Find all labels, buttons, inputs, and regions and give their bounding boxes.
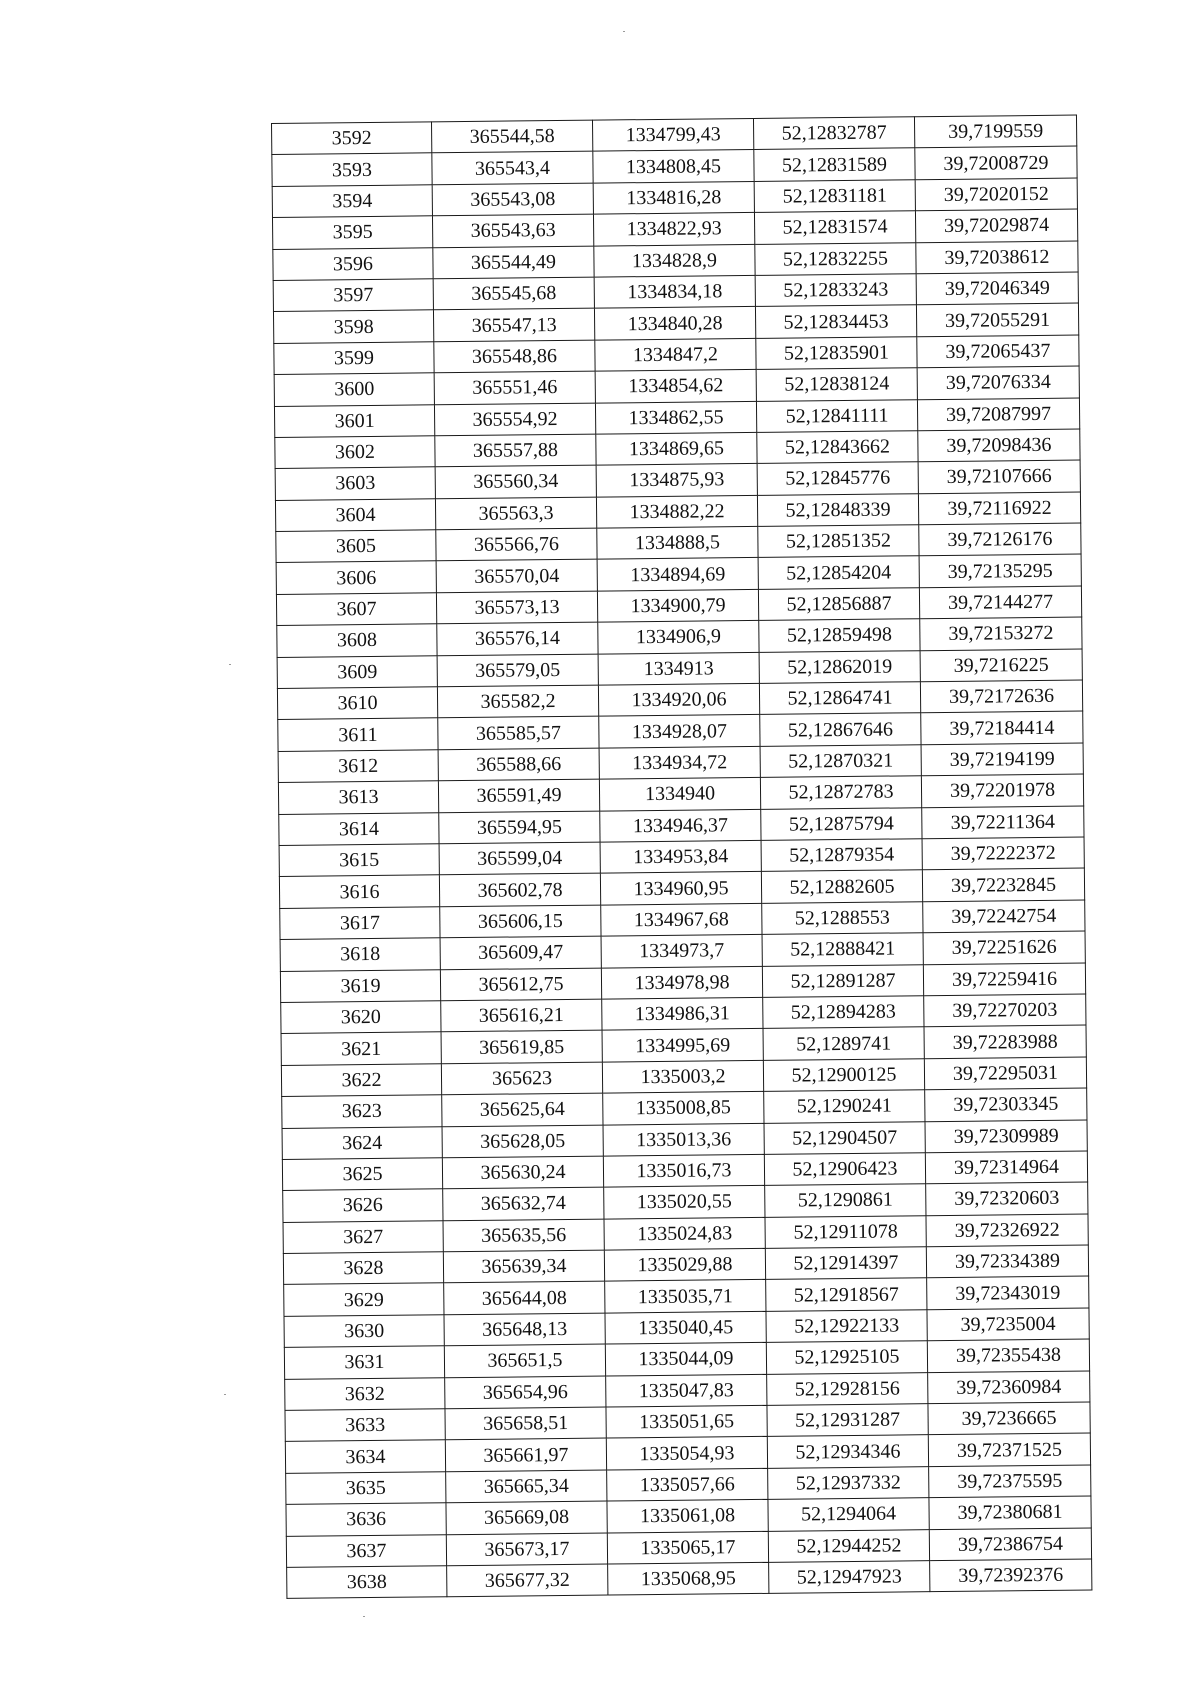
longitude-cell: 39,72334389	[926, 1245, 1088, 1278]
x-coordinate-cell: 365560,34	[435, 465, 596, 498]
x-coordinate-cell: 365554,92	[434, 403, 595, 436]
point-number-cell: 3595	[272, 216, 432, 249]
point-number-cell: 3630	[284, 1315, 444, 1348]
longitude-cell: 39,72303345	[925, 1088, 1087, 1121]
longitude-cell: 39,72326922	[926, 1214, 1088, 1247]
longitude-cell: 39,72144277	[919, 586, 1081, 619]
y-coordinate-cell: 1334913	[598, 652, 759, 685]
latitude-cell: 52,12832787	[753, 117, 914, 150]
latitude-cell: 52,12841111	[756, 399, 917, 432]
point-number-cell: 3594	[272, 185, 432, 218]
point-number-cell: 3598	[273, 310, 433, 343]
y-coordinate-cell: 1334894,69	[597, 558, 758, 591]
y-coordinate-cell: 1335047,83	[606, 1374, 767, 1407]
y-coordinate-cell: 1334934,72	[599, 746, 760, 779]
y-coordinate-cell: 1334900,79	[597, 589, 758, 622]
latitude-cell: 52,12914397	[765, 1247, 926, 1280]
longitude-cell: 39,72087997	[917, 398, 1079, 431]
x-coordinate-cell: 365661,97	[445, 1438, 606, 1471]
longitude-cell: 39,72076334	[917, 366, 1079, 399]
x-coordinate-cell: 365644,08	[444, 1282, 605, 1315]
latitude-cell: 52,1294064	[768, 1498, 929, 1531]
y-coordinate-cell: 1334854,62	[595, 370, 756, 403]
y-coordinate-cell: 1335008,85	[603, 1092, 764, 1125]
x-coordinate-cell: 365547,13	[433, 308, 594, 341]
latitude-cell: 52,12854204	[758, 556, 919, 589]
point-number-cell: 3637	[286, 1534, 446, 1567]
y-coordinate-cell: 1335068,95	[608, 1562, 769, 1595]
latitude-cell: 52,12879354	[761, 839, 922, 872]
latitude-cell: 52,12862019	[759, 650, 920, 683]
point-number-cell: 3624	[282, 1126, 442, 1159]
point-number-cell: 3608	[277, 624, 437, 657]
point-number-cell: 3592	[272, 122, 432, 155]
y-coordinate-cell: 1335024,83	[604, 1217, 765, 1250]
latitude-cell: 52,12832255	[755, 242, 916, 275]
longitude-cell: 39,72153272	[920, 617, 1082, 650]
scan-speck	[224, 1394, 226, 1395]
longitude-cell: 39,72360984	[928, 1371, 1090, 1404]
y-coordinate-cell: 1335020,55	[604, 1186, 765, 1219]
y-coordinate-cell: 1334906,9	[598, 621, 759, 654]
x-coordinate-cell: 365623	[441, 1062, 602, 1095]
latitude-cell: 52,12922133	[766, 1310, 927, 1343]
longitude-cell: 39,7236665	[928, 1402, 1090, 1435]
table-body	[272, 115, 1092, 1599]
latitude-cell: 52,12900125	[763, 1058, 924, 1091]
y-coordinate-cell: 1334995,69	[602, 1029, 763, 1062]
point-number-cell: 3596	[273, 247, 433, 280]
x-coordinate-cell: 365557,88	[435, 434, 596, 467]
longitude-cell: 39,72242754	[923, 900, 1085, 933]
longitude-cell: 39,7235004	[927, 1308, 1089, 1341]
longitude-cell: 39,72116922	[918, 492, 1080, 525]
x-coordinate-cell: 365543,63	[432, 214, 593, 247]
longitude-cell: 39,72172636	[920, 680, 1082, 713]
latitude-cell: 52,1289741	[763, 1027, 924, 1060]
longitude-cell: 39,72309989	[925, 1120, 1087, 1153]
y-coordinate-cell: 1334808,45	[593, 150, 754, 183]
x-coordinate-cell: 365585,57	[438, 717, 599, 750]
point-number-cell: 3600	[274, 373, 434, 406]
point-number-cell: 3622	[281, 1063, 441, 1096]
longitude-cell: 39,72270203	[924, 994, 1086, 1027]
latitude-cell: 52,12831181	[754, 180, 915, 213]
longitude-cell: 39,7199559	[914, 115, 1076, 148]
x-coordinate-cell: 365665,34	[446, 1470, 607, 1503]
x-coordinate-cell: 365635,56	[443, 1219, 604, 1252]
longitude-cell: 39,72055291	[916, 303, 1078, 336]
point-number-cell: 3623	[282, 1095, 442, 1128]
y-coordinate-cell: 1334875,93	[596, 464, 757, 497]
latitude-cell: 52,1288553	[762, 901, 923, 934]
point-number-cell: 3632	[285, 1377, 445, 1410]
y-coordinate-cell: 1334960,95	[600, 872, 761, 905]
point-number-cell: 3628	[283, 1252, 443, 1285]
longitude-cell: 39,72295031	[924, 1057, 1086, 1090]
point-number-cell: 3605	[276, 530, 436, 563]
y-coordinate-cell: 1334869,65	[596, 432, 757, 465]
point-number-cell: 3621	[281, 1032, 441, 1065]
x-coordinate-cell: 365628,05	[442, 1125, 603, 1158]
y-coordinate-cell: 1335061,08	[607, 1500, 768, 1533]
longitude-cell: 39,72184414	[921, 711, 1083, 744]
point-number-cell: 3599	[274, 342, 434, 375]
point-number-cell: 3604	[275, 498, 435, 531]
y-coordinate-cell: 1335051,65	[606, 1405, 767, 1438]
point-number-cell: 3619	[280, 969, 440, 1002]
longitude-cell: 39,72211364	[922, 806, 1084, 839]
point-number-cell: 3629	[284, 1283, 444, 1316]
longitude-cell: 39,72343019	[927, 1276, 1089, 1309]
y-coordinate-cell: 1334940	[599, 778, 760, 811]
longitude-cell: 39,72126176	[919, 523, 1081, 556]
latitude-cell: 52,12831574	[754, 211, 915, 244]
x-coordinate-cell: 365658,51	[445, 1407, 606, 1440]
latitude-cell: 52,12931287	[767, 1404, 928, 1437]
longitude-cell: 39,72375595	[929, 1465, 1091, 1498]
longitude-cell: 39,72029874	[915, 209, 1077, 242]
y-coordinate-cell: 1334834,18	[594, 275, 755, 308]
y-coordinate-cell: 1334862,55	[595, 401, 756, 434]
x-coordinate-cell: 365551,46	[434, 371, 595, 404]
y-coordinate-cell: 1334953,84	[600, 840, 761, 873]
longitude-cell: 39,72371525	[928, 1433, 1090, 1466]
x-coordinate-cell: 365570,04	[436, 560, 597, 593]
point-number-cell: 3610	[277, 687, 437, 720]
y-coordinate-cell: 1335035,71	[605, 1280, 766, 1313]
latitude-cell: 52,1290241	[764, 1090, 925, 1123]
y-coordinate-cell: 1334946,37	[600, 809, 761, 842]
latitude-cell: 52,12833243	[755, 274, 916, 307]
latitude-cell: 52,12888421	[762, 933, 923, 966]
y-coordinate-cell: 1335054,93	[606, 1437, 767, 1470]
x-coordinate-cell: 365582,2	[437, 685, 598, 718]
latitude-cell: 52,12937332	[768, 1466, 929, 1499]
longitude-cell: 39,72386754	[929, 1528, 1091, 1561]
point-number-cell: 3635	[286, 1472, 446, 1505]
longitude-cell: 39,72201978	[921, 774, 1083, 807]
point-number-cell: 3593	[272, 153, 432, 186]
point-number-cell: 3612	[278, 750, 438, 783]
x-coordinate-cell: 365588,66	[438, 748, 599, 781]
y-coordinate-cell: 1334888,5	[597, 527, 758, 560]
longitude-cell: 39,72222372	[922, 837, 1084, 870]
y-coordinate-cell: 1335040,45	[605, 1311, 766, 1344]
scan-speck	[623, 31, 625, 32]
longitude-cell: 39,72392376	[930, 1559, 1092, 1592]
x-coordinate-cell: 365563,3	[435, 497, 596, 530]
y-coordinate-cell: 1334816,28	[593, 181, 754, 214]
point-number-cell: 3636	[286, 1503, 446, 1536]
latitude-cell: 52,12947923	[769, 1561, 930, 1594]
latitude-cell: 52,12856887	[758, 588, 919, 621]
latitude-cell: 52,12944252	[768, 1529, 929, 1562]
x-coordinate-cell: 365632,74	[443, 1187, 604, 1220]
coordinates-table	[271, 115, 1092, 1600]
longitude-cell: 39,72065437	[917, 335, 1079, 368]
point-number-cell: 3602	[275, 436, 435, 469]
latitude-cell: 52,12894283	[763, 996, 924, 1029]
latitude-cell: 52,12831589	[754, 148, 915, 181]
point-number-cell: 3597	[273, 279, 433, 312]
longitude-cell: 39,72107666	[918, 460, 1080, 493]
longitude-cell: 39,72283988	[924, 1025, 1086, 1058]
point-number-cell: 3633	[285, 1409, 445, 1442]
x-coordinate-cell: 365619,85	[441, 1030, 602, 1063]
latitude-cell: 52,12918567	[766, 1278, 927, 1311]
longitude-cell: 39,72046349	[916, 272, 1078, 305]
latitude-cell: 52,12835901	[756, 336, 917, 369]
point-number-cell: 3601	[274, 404, 434, 437]
latitude-cell: 52,12934346	[767, 1435, 928, 1468]
latitude-cell: 52,12882605	[761, 870, 922, 903]
x-coordinate-cell: 365630,24	[442, 1156, 603, 1189]
latitude-cell: 52,12872783	[760, 776, 921, 809]
point-number-cell: 3616	[279, 875, 439, 908]
longitude-cell: 39,72380681	[929, 1496, 1091, 1529]
latitude-cell: 52,12928156	[767, 1372, 928, 1405]
x-coordinate-cell: 365573,13	[436, 591, 597, 624]
longitude-cell: 39,72008729	[915, 146, 1077, 179]
y-coordinate-cell: 1335029,88	[604, 1248, 765, 1281]
y-coordinate-cell: 1334928,07	[599, 715, 760, 748]
y-coordinate-cell: 1335016,73	[603, 1154, 764, 1187]
latitude-cell: 52,12906423	[764, 1153, 925, 1186]
longitude-cell: 39,72232845	[922, 868, 1084, 901]
x-coordinate-cell: 365669,08	[446, 1501, 607, 1534]
longitude-cell: 39,72355438	[927, 1339, 1089, 1372]
longitude-cell: 39,72251626	[923, 931, 1085, 964]
point-number-cell: 3609	[277, 655, 437, 688]
longitude-cell: 39,72259416	[923, 963, 1085, 996]
x-coordinate-cell: 365616,21	[441, 999, 602, 1032]
y-coordinate-cell: 1335057,66	[607, 1468, 768, 1501]
latitude-cell: 52,12870321	[760, 745, 921, 778]
point-number-cell: 3618	[280, 938, 440, 971]
x-coordinate-cell: 365543,4	[432, 152, 593, 185]
longitude-cell: 39,72314964	[925, 1151, 1087, 1184]
x-coordinate-cell: 365609,47	[440, 936, 601, 969]
longitude-cell: 39,72020152	[915, 178, 1077, 211]
latitude-cell: 52,12904507	[764, 1121, 925, 1154]
point-number-cell: 3606	[276, 561, 436, 594]
x-coordinate-cell: 365576,14	[437, 622, 598, 655]
y-coordinate-cell: 1334847,2	[595, 338, 756, 371]
latitude-cell: 52,12843662	[757, 431, 918, 464]
x-coordinate-cell: 365566,76	[436, 528, 597, 561]
x-coordinate-cell: 365545,68	[433, 277, 594, 310]
point-number-cell: 3634	[285, 1440, 445, 1473]
longitude-cell: 39,72320603	[926, 1182, 1088, 1215]
x-coordinate-cell: 365594,95	[439, 811, 600, 844]
longitude-cell: 39,72038612	[916, 241, 1078, 274]
y-coordinate-cell: 1334828,9	[594, 244, 755, 277]
x-coordinate-cell: 365625,64	[442, 1093, 603, 1126]
x-coordinate-cell: 365602,78	[439, 873, 600, 906]
y-coordinate-cell: 1335065,17	[607, 1531, 768, 1564]
x-coordinate-cell: 365651,5	[444, 1344, 605, 1377]
x-coordinate-cell: 365639,34	[443, 1250, 604, 1283]
scan-speck	[363, 1616, 365, 1617]
latitude-cell: 52,12851352	[758, 525, 919, 558]
y-coordinate-cell: 1335044,09	[605, 1343, 766, 1376]
y-coordinate-cell: 1334986,31	[602, 997, 763, 1030]
point-number-cell: 3607	[276, 593, 436, 626]
latitude-cell: 52,1290861	[765, 1184, 926, 1217]
x-coordinate-cell: 365648,13	[444, 1313, 605, 1346]
latitude-cell: 52,12834453	[755, 305, 916, 338]
longitude-cell: 39,7216225	[920, 649, 1082, 682]
x-coordinate-cell: 365612,75	[440, 968, 601, 1001]
point-number-cell: 3611	[278, 718, 438, 751]
latitude-cell: 52,12925105	[766, 1341, 927, 1374]
latitude-cell: 52,12864741	[759, 682, 920, 715]
y-coordinate-cell: 1334840,28	[594, 307, 755, 340]
x-coordinate-cell: 365579,05	[437, 654, 598, 687]
x-coordinate-cell: 365654,96	[445, 1376, 606, 1409]
x-coordinate-cell: 365548,86	[434, 340, 595, 373]
longitude-cell: 39,72194199	[921, 743, 1083, 776]
point-number-cell: 3620	[281, 1001, 441, 1034]
point-number-cell: 3631	[284, 1346, 444, 1379]
y-coordinate-cell: 1334973,7	[601, 935, 762, 968]
point-number-cell: 3603	[275, 467, 435, 500]
point-number-cell: 3615	[279, 844, 439, 877]
x-coordinate-cell: 365544,49	[433, 246, 594, 279]
y-coordinate-cell: 1335003,2	[602, 1060, 763, 1093]
x-coordinate-cell: 365543,08	[432, 183, 593, 216]
latitude-cell: 52,12875794	[761, 807, 922, 840]
x-coordinate-cell: 365673,17	[446, 1533, 607, 1566]
longitude-cell: 39,72098436	[918, 429, 1080, 462]
y-coordinate-cell: 1334799,43	[592, 118, 753, 151]
latitude-cell: 52,12891287	[762, 964, 923, 997]
scan-speck	[229, 664, 231, 665]
point-number-cell: 3625	[282, 1158, 442, 1191]
point-number-cell: 3617	[280, 907, 440, 940]
point-number-cell: 3638	[287, 1566, 447, 1599]
latitude-cell: 52,12838124	[756, 368, 917, 401]
y-coordinate-cell: 1334978,98	[601, 966, 762, 999]
latitude-cell: 52,12867646	[760, 713, 921, 746]
y-coordinate-cell: 1335013,36	[603, 1123, 764, 1156]
x-coordinate-cell: 365606,15	[440, 905, 601, 938]
y-coordinate-cell: 1334822,93	[593, 213, 754, 246]
latitude-cell: 52,12911078	[765, 1215, 926, 1248]
x-coordinate-cell: 365599,04	[439, 842, 600, 875]
y-coordinate-cell: 1334882,22	[596, 495, 757, 528]
latitude-cell: 52,12848339	[757, 493, 918, 526]
point-number-cell: 3626	[283, 1189, 443, 1222]
point-number-cell: 3627	[283, 1220, 443, 1253]
latitude-cell: 52,12845776	[757, 462, 918, 495]
x-coordinate-cell: 365591,49	[438, 779, 599, 812]
point-number-cell: 3613	[278, 781, 438, 814]
y-coordinate-cell: 1334967,68	[601, 903, 762, 936]
y-coordinate-cell: 1334920,06	[598, 683, 759, 716]
x-coordinate-cell: 365677,32	[447, 1564, 608, 1597]
longitude-cell: 39,72135295	[919, 555, 1081, 588]
latitude-cell: 52,12859498	[759, 619, 920, 652]
x-coordinate-cell: 365544,58	[431, 120, 592, 153]
point-number-cell: 3614	[279, 812, 439, 845]
